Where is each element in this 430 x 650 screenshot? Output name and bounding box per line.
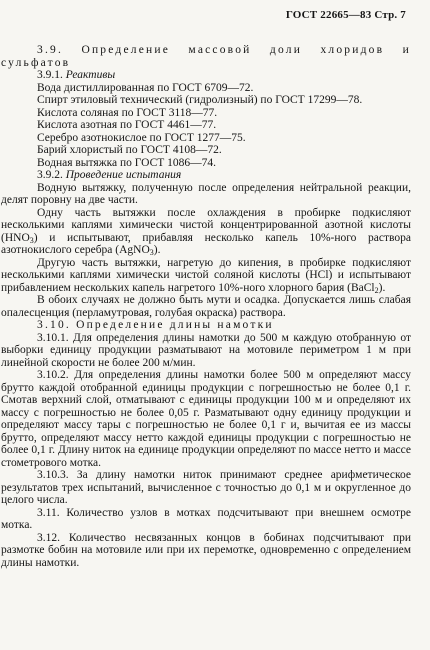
paragraph: Другую часть вытяжки, нагретую до кипения, в пробирке подкисляют несколькими каплями химически чистой соляной кислоты (HCl) и испытывают прибавлением нескольких капель нагретого 10%-ного хлорного бария (BaCl$_2$).: [1, 256, 411, 295]
paragraph: 3.12. Количество несвязанных концов в бобинах подсчитывают при размотке бобин на мотовиле или при их перемотке, одновременно с определением длины намотки.: [1, 531, 411, 569]
reagent-item: Кислота соляная по ГОСТ 3118—77.: [37, 106, 218, 119]
reagent-item: Спирт этиловый технический (гидролизный) по ГОСТ 17299—78.: [37, 94, 363, 106]
subsection-heading-3-9-1: 3.9.1. Реактивы: [37, 69, 116, 81]
section-heading-3-9: 3.9. Определение массовой доли хлоридов и сульфатов: [1, 44, 411, 69]
paragraph: 3.11. Количество узлов в мотках подсчитывают при внешнем осмотре мотка.: [1, 506, 411, 531]
reagent-item: Вода дистиллированная по ГОСТ 6709—72.: [37, 81, 254, 94]
paragraph: В обоих случаях не должно быть мути и осадка. Допускается лишь слабая опалесценция (перламутровая, голубая окраска) раствора.: [1, 294, 411, 319]
paragraph: Одну часть вытяжки после охлаждения в пробирке подкисляют несколькими каплями химически чистой концентрированной азотной кислоты $(HNO_3)$ и испытывают, прибавляя несколько капель 10%-ного раствора азотнокислого серебра (AgNO$_3$).: [1, 206, 411, 257]
paragraph: 3.10.2. Для определения длины намотки более 500 м определяют массу брутто каждой отобранной единицы продукции с погрешностью не более 0,1 г. Смотав верхний слой, отматывают с единицы продукции 100 м и определяют их массу с погрешностью не более 0,05 г. Разматывают одну единицу продукции и определяют массу тары с погрешностью не более 0,1 г и, вычитая ее из массы брутто, определяют массу нетто каждой единицы продукции с погрешностью не более 0,1 г. Длину ниток на единице продукции определяют по массе нетто и массе стометрового мотка.: [1, 369, 411, 469]
reagent-item: Серебро азотнокислое по ГОСТ 1277—75.: [37, 131, 246, 144]
reagent-item: Барий хлористый по ГОСТ 4108—72.: [37, 144, 222, 156]
paragraph: 3.10.1. Для определения длины намотки до 500 м каждую отобранную от выборки единицу продукции разматывают на мотовиле периметром 1 м при линейной скорости не более 200 м/мин.: [1, 331, 411, 369]
paragraph: Водную вытяжку, полученную после определения нейтральной реакции, делят поровну на две части.: [1, 181, 411, 206]
page-header: ГОСТ 22665—83 Стр. 7: [285, 9, 406, 21]
paragraph: 3.10.3. За длину намотки ниток принимают среднее арифметическое результатов трех испытаний, вычисленное с точностью до 0,1 м и округленное до целого числа.: [1, 469, 411, 506]
reagent-item: Кислота азотная по ГОСТ 4461—77.: [37, 119, 217, 131]
document-body: [1, 44, 411, 569]
section-heading-3-10: 3.10. Определение длины намотки: [37, 319, 274, 331]
subsection-heading-3-9-2: 3.9.2. Проведение испытания: [37, 169, 182, 181]
reagent-item: Водная вытяжка по ГОСТ 1086—74.: [37, 156, 217, 169]
